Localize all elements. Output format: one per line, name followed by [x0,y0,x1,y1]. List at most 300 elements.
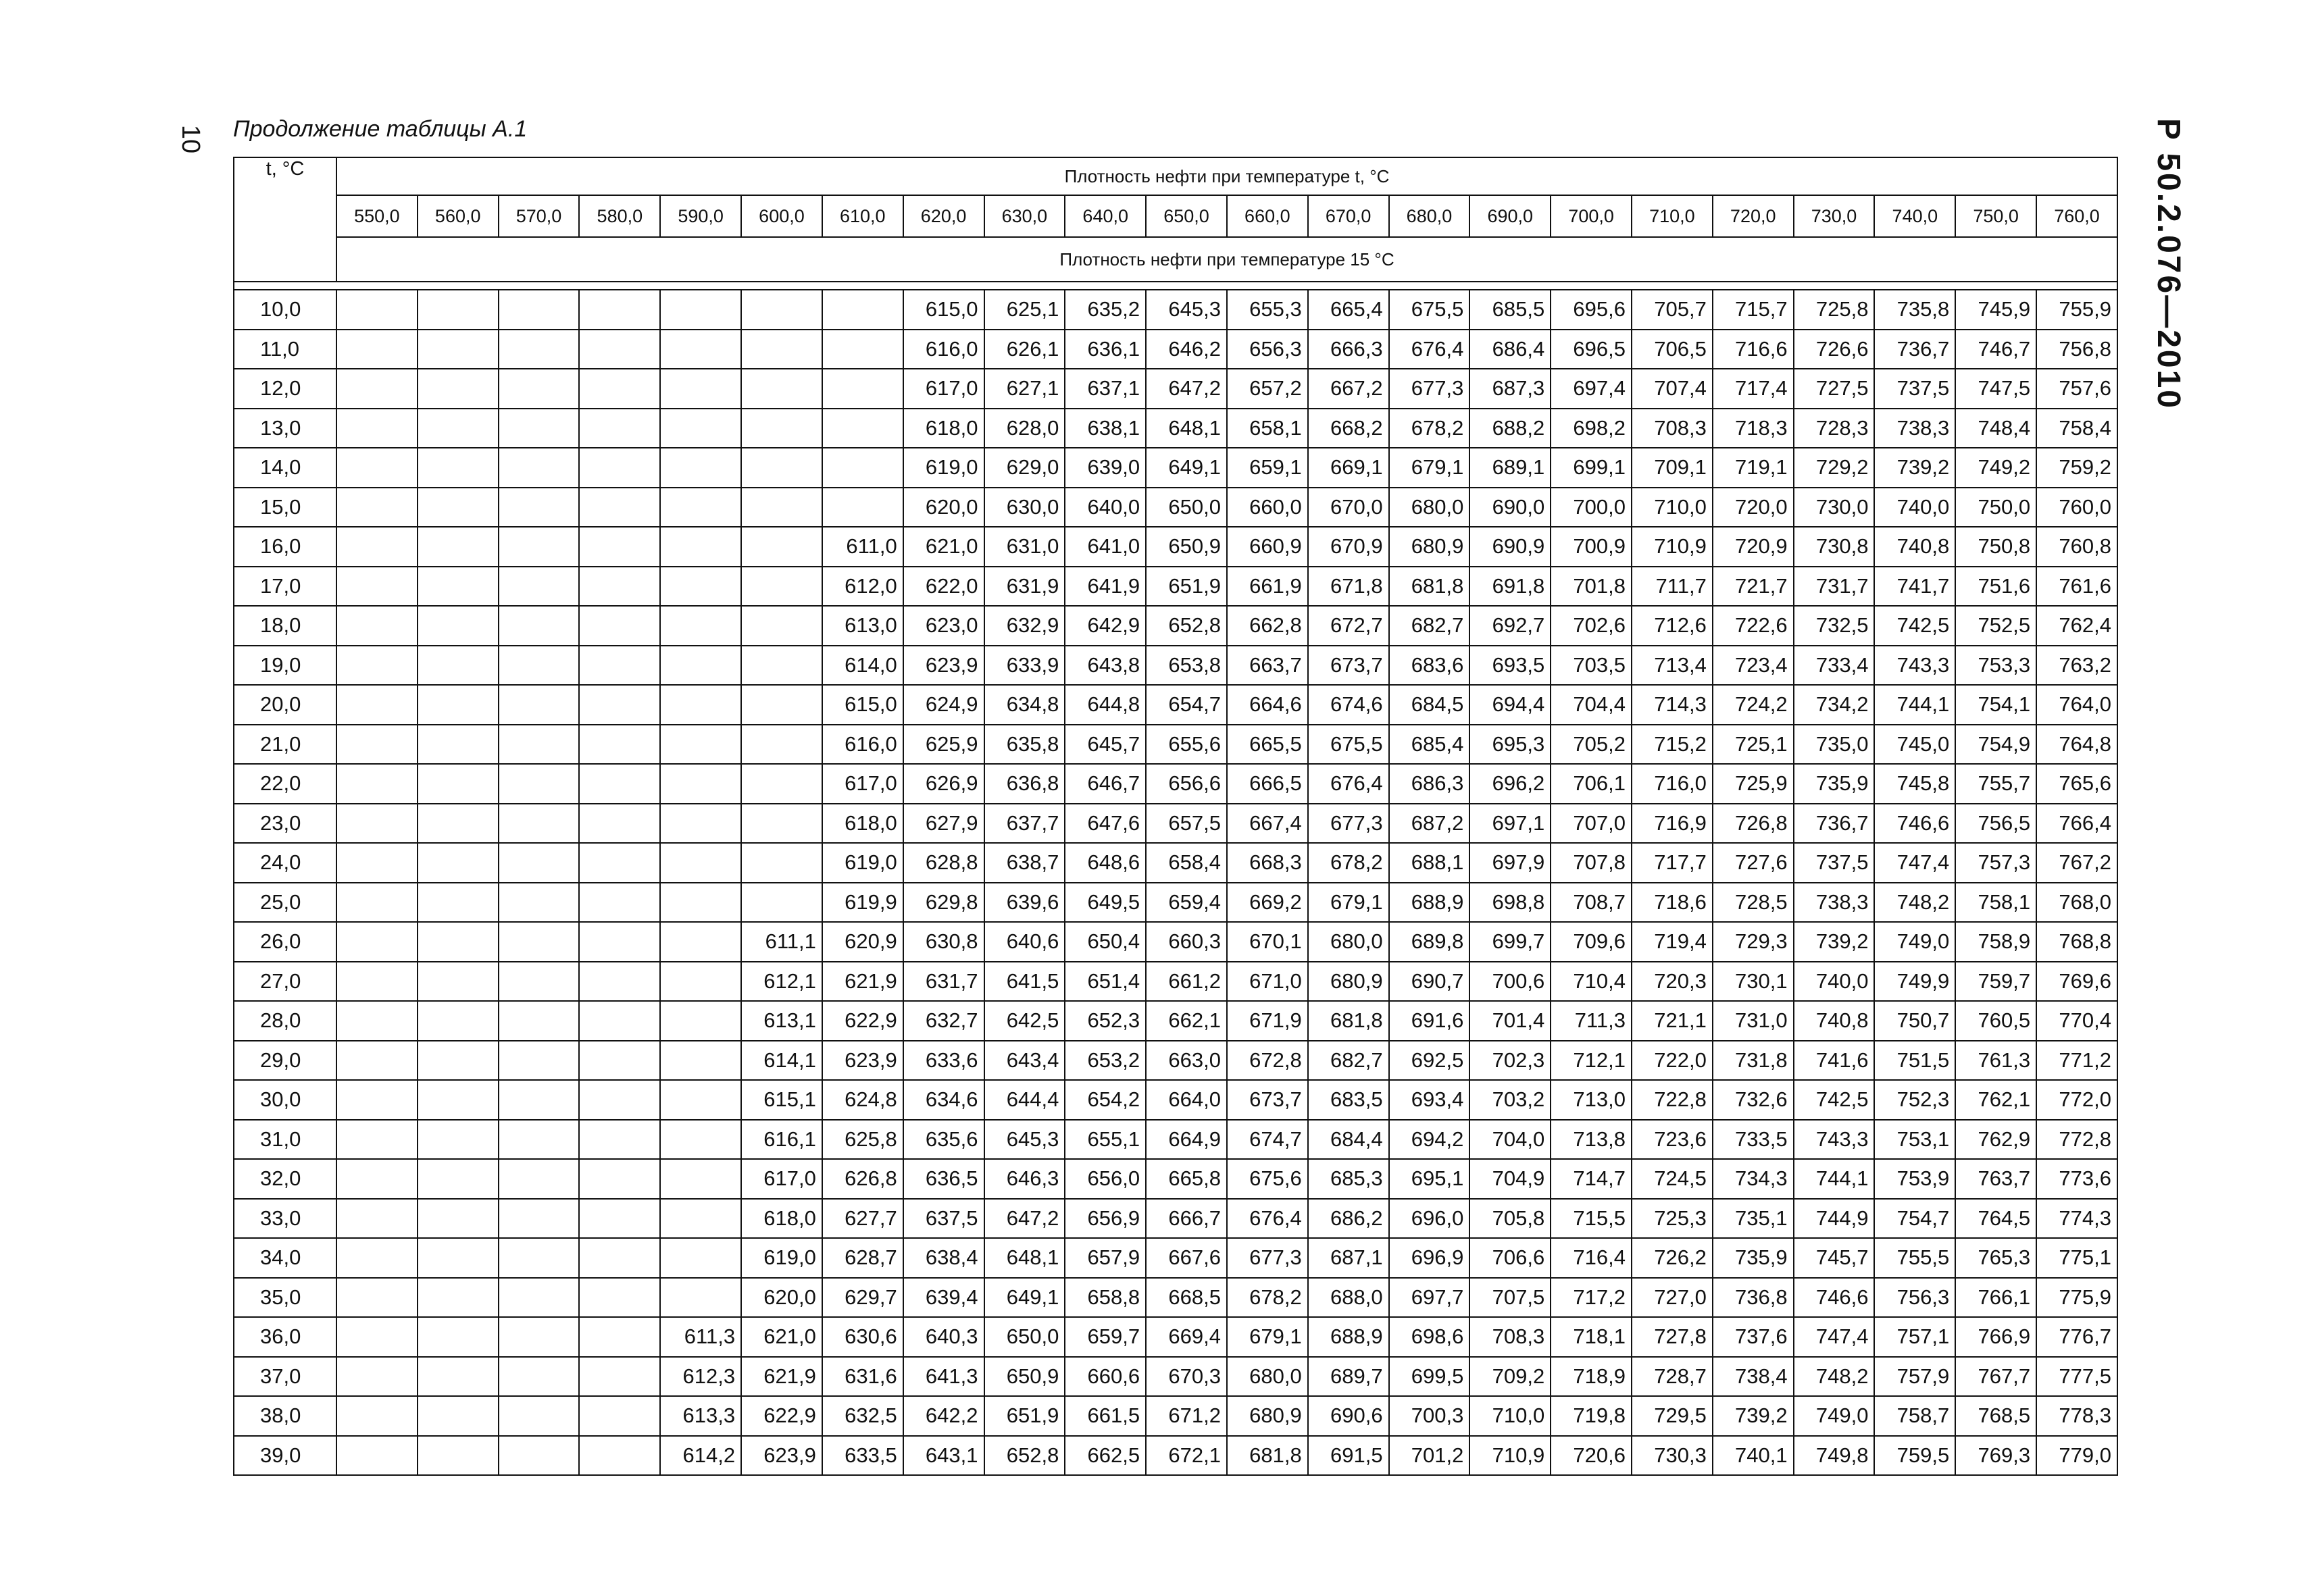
density-cell: 636,5 [903,1159,984,1199]
density-cell [336,1001,418,1041]
density-cell: 672,8 [1227,1041,1308,1081]
density-cell: 710,0 [1632,488,1713,527]
density-cell: 647,6 [1065,804,1146,844]
density-cell: 688,1 [1389,843,1470,883]
temperature-cell: 16,0 [234,527,336,567]
density-cell [741,883,822,923]
density-cell: 748,4 [1955,409,2036,448]
density-cell: 640,6 [984,922,1065,962]
density-cell: 648,6 [1065,843,1146,883]
table-row [234,1396,2117,1436]
density-cell: 768,0 [2036,883,2117,923]
density-cell [336,1278,418,1318]
density-cell: 680,0 [1389,488,1470,527]
density-cell: 635,6 [903,1120,984,1160]
density-cell: 749,9 [1874,962,1955,1002]
density-cell: 619,0 [903,448,984,488]
column-header: 570,0 [499,195,580,237]
density-cell: 714,7 [1551,1159,1632,1199]
density-cell: 692,7 [1469,606,1551,646]
density-cell: 701,2 [1389,1436,1470,1476]
density-cell: 720,6 [1551,1436,1632,1476]
density-cell [418,1436,499,1476]
density-cell [579,1080,660,1120]
density-cell: 733,5 [1713,1120,1794,1160]
density-cell: 619,9 [822,883,903,923]
column-header: 580,0 [579,195,660,237]
density-cell: 770,4 [2036,1001,2117,1041]
density-cell: 646,2 [1146,330,1227,369]
density-cell: 760,5 [1955,1001,2036,1041]
column-header: 750,0 [1955,195,2036,237]
density-cell: 626,8 [822,1159,903,1199]
density-cell [741,764,822,804]
density-cell: 747,5 [1955,369,2036,409]
density-cell: 686,2 [1308,1199,1389,1239]
density-cell: 717,4 [1713,369,1794,409]
density-cell: 749,0 [1874,922,1955,962]
t-column-header: t, °C [234,157,336,282]
density-cell: 666,7 [1146,1199,1227,1239]
density-cell: 662,8 [1227,606,1308,646]
column-header: 730,0 [1794,195,1875,237]
density-cell: 669,4 [1146,1317,1227,1357]
density-cell [499,1159,580,1199]
density-cell [660,448,741,488]
density-cell: 627,7 [822,1199,903,1239]
table-row [234,1357,2117,1397]
density-cell: 673,7 [1227,1080,1308,1120]
density-cell: 641,5 [984,962,1065,1002]
density-cell: 719,8 [1551,1396,1632,1436]
density-cell: 696,0 [1389,1199,1470,1239]
density-cell [418,369,499,409]
density-cell: 684,4 [1308,1120,1389,1160]
density-cell: 636,8 [984,764,1065,804]
density-cell: 756,3 [1874,1278,1955,1318]
density-cell [741,606,822,646]
density-cell: 668,2 [1308,409,1389,448]
density-cell: 657,9 [1065,1238,1146,1278]
density-cell: 630,8 [903,922,984,962]
density-cell: 665,4 [1308,290,1389,330]
density-cell: 613,0 [822,606,903,646]
density-cell: 612,0 [822,567,903,607]
density-cell: 631,0 [984,527,1065,567]
density-cell [579,1278,660,1318]
density-cell: 655,6 [1146,725,1227,765]
table-row [234,883,2117,923]
density-cell: 725,8 [1794,290,1875,330]
density-cell: 650,9 [1146,527,1227,567]
density-cell [741,567,822,607]
density-cell: 615,0 [903,290,984,330]
density-cell: 621,0 [741,1317,822,1357]
column-header: 700,0 [1551,195,1632,237]
density-cell [822,369,903,409]
density-cell [741,804,822,844]
density-cell [336,290,418,330]
density-cell: 690,9 [1469,527,1551,567]
density-cell: 738,3 [1794,883,1875,923]
density-cell: 710,0 [1469,1396,1551,1436]
density-cell: 723,4 [1713,646,1794,686]
density-cell: 650,4 [1065,922,1146,962]
density-cell [418,488,499,527]
density-cell: 650,9 [984,1357,1065,1397]
density-cell: 745,0 [1874,725,1955,765]
density-cell: 729,3 [1713,922,1794,962]
density-cell: 688,9 [1389,883,1470,923]
density-cell [336,685,418,725]
density-cell: 674,7 [1227,1120,1308,1160]
density-cell: 673,7 [1308,646,1389,686]
table-row [234,646,2117,686]
density-cell: 774,3 [2036,1199,2117,1239]
density-cell: 766,1 [1955,1278,2036,1318]
density-cell: 643,4 [984,1041,1065,1081]
density-cell [499,685,580,725]
density-cell: 612,3 [660,1357,741,1397]
density-cell: 697,1 [1469,804,1551,844]
density-cell: 614,2 [660,1436,741,1476]
density-cell: 688,0 [1308,1278,1389,1318]
density-cell: 639,0 [1065,448,1146,488]
density-cell: 693,5 [1469,646,1551,686]
density-cell: 656,6 [1146,764,1227,804]
density-cell: 744,1 [1874,685,1955,725]
density-cell: 670,3 [1146,1357,1227,1397]
density-cell: 632,5 [822,1396,903,1436]
temperature-cell: 30,0 [234,1080,336,1120]
density-cell: 627,9 [903,804,984,844]
density-cell: 652,8 [984,1436,1065,1476]
density-cell [418,646,499,686]
density-cell: 639,4 [903,1278,984,1318]
density-cell: 772,0 [2036,1080,2117,1120]
density-cell: 652,3 [1065,1001,1146,1041]
density-cell: 658,8 [1065,1278,1146,1318]
density-cell: 687,3 [1469,369,1551,409]
density-cell: 759,2 [2036,448,2117,488]
density-cell [660,488,741,527]
density-cell: 659,1 [1227,448,1308,488]
density-cell [418,1080,499,1120]
density-cell: 633,6 [903,1041,984,1081]
density-cell [660,409,741,448]
density-cell: 745,9 [1955,290,2036,330]
density-cell: 708,7 [1551,883,1632,923]
density-cell: 746,7 [1955,330,2036,369]
temperature-cell: 32,0 [234,1159,336,1199]
density-cell: 731,0 [1713,1001,1794,1041]
density-cell: 758,1 [1955,883,2036,923]
density-cell [336,764,418,804]
density-cell [336,527,418,567]
table-row [234,685,2117,725]
density-cell: 745,7 [1794,1238,1875,1278]
density-cell: 694,4 [1469,685,1551,725]
density-cell: 689,8 [1389,922,1470,962]
density-cell [741,369,822,409]
density-cell: 767,2 [2036,843,2117,883]
density-cell [579,685,660,725]
density-cell [336,804,418,844]
density-cell: 749,0 [1794,1396,1875,1436]
temperature-cell: 25,0 [234,883,336,923]
density-cell [741,685,822,725]
density-cell [579,290,660,330]
table-row [234,369,2117,409]
column-header: 650,0 [1146,195,1227,237]
density-cell [499,1041,580,1081]
column-header: 550,0 [336,195,418,237]
density-cell: 649,1 [1146,448,1227,488]
density-cell: 717,2 [1551,1278,1632,1318]
density-cell [660,527,741,567]
density-cell: 711,7 [1632,567,1713,607]
density-cell: 647,2 [984,1199,1065,1239]
density-cell: 701,8 [1551,567,1632,607]
density-cell: 629,7 [822,1278,903,1318]
density-cell [336,883,418,923]
density-cell: 653,8 [1146,646,1227,686]
density-cell: 638,7 [984,843,1065,883]
density-cell: 729,2 [1794,448,1875,488]
density-cell: 699,5 [1389,1357,1470,1397]
density-cell: 720,0 [1713,488,1794,527]
density-cell [499,764,580,804]
density-cell: 676,4 [1227,1199,1308,1239]
column-header: 620,0 [903,195,984,237]
density-cell [579,646,660,686]
density-cell: 748,2 [1874,883,1955,923]
table-row [234,1278,2117,1318]
density-cell: 627,1 [984,369,1065,409]
density-cell: 729,5 [1632,1396,1713,1436]
density-cell [499,1357,580,1397]
density-cell: 699,7 [1469,922,1551,962]
density-cell: 747,4 [1874,843,1955,883]
density-cell: 707,4 [1632,369,1713,409]
density-cell: 620,9 [822,922,903,962]
density-cell [660,646,741,686]
density-cell: 670,9 [1308,527,1389,567]
density-cell: 742,5 [1794,1080,1875,1120]
density-cell [418,1120,499,1160]
density-cell: 671,8 [1308,567,1389,607]
density-cell: 775,1 [2036,1238,2117,1278]
density-cell: 722,8 [1632,1080,1713,1120]
density-cell: 659,4 [1146,883,1227,923]
density-cell: 739,2 [1874,448,1955,488]
density-cell: 718,9 [1551,1357,1632,1397]
density-cell: 612,1 [741,962,822,1002]
density-cell [579,369,660,409]
density-cell: 669,2 [1227,883,1308,923]
density-cell: 748,2 [1794,1357,1875,1397]
density-cell [418,1396,499,1436]
density-cell: 649,5 [1065,883,1146,923]
density-cell: 757,3 [1955,843,2036,883]
density-cell: 703,2 [1469,1080,1551,1120]
density-cell: 754,9 [1955,725,2036,765]
density-cell: 697,4 [1551,369,1632,409]
table-row [234,409,2117,448]
density-cell [336,646,418,686]
density-cell: 755,7 [1955,764,2036,804]
density-cell: 707,8 [1551,843,1632,883]
density-cell: 715,5 [1551,1199,1632,1239]
density-cell: 678,2 [1308,843,1389,883]
density-cell [579,1001,660,1041]
density-cell: 737,5 [1794,843,1875,883]
density-cell [660,962,741,1002]
density-cell: 687,2 [1389,804,1470,844]
density-cell: 687,1 [1308,1238,1389,1278]
density-cell: 716,0 [1632,764,1713,804]
density-cell: 632,7 [903,1001,984,1041]
density-cell: 776,7 [2036,1317,2117,1357]
density-cell [579,764,660,804]
density-cell: 746,6 [1794,1278,1875,1318]
temperature-cell: 24,0 [234,843,336,883]
density-cell [660,290,741,330]
density-cell [579,1199,660,1239]
density-cell: 614,0 [822,646,903,686]
density-cell [418,685,499,725]
density-cell: 719,4 [1632,922,1713,962]
density-cell: 704,4 [1551,685,1632,725]
density-cell: 772,8 [2036,1120,2117,1160]
density-cell: 709,2 [1469,1357,1551,1397]
density-cell: 720,9 [1713,527,1794,567]
density-cell: 705,2 [1551,725,1632,765]
density-cell: 701,4 [1469,1001,1551,1041]
density-cell [499,646,580,686]
density-cell: 730,3 [1632,1436,1713,1476]
density-cell: 733,4 [1794,646,1875,686]
table-row [234,606,2117,646]
density-cell: 728,7 [1632,1357,1713,1397]
density-cell [660,369,741,409]
table-row [234,1080,2117,1120]
density-cell: 725,3 [1632,1199,1713,1239]
density-cell: 631,6 [822,1357,903,1397]
temperature-cell: 12,0 [234,369,336,409]
density-cell: 735,8 [1874,290,1955,330]
density-cell [499,725,580,765]
density-cell: 710,9 [1632,527,1713,567]
density-cell: 698,2 [1551,409,1632,448]
density-cell: 618,0 [822,804,903,844]
density-cell: 696,9 [1389,1238,1470,1278]
density-cell [336,1199,418,1239]
density-cell [499,1120,580,1160]
density-cell [579,883,660,923]
table-row [234,1199,2117,1239]
density-cell [579,1357,660,1397]
table-row [234,843,2117,883]
density-cell: 721,7 [1713,567,1794,607]
density-cell: 623,9 [903,646,984,686]
density-cell [418,883,499,923]
density-cell: 773,6 [2036,1159,2117,1199]
temperature-cell: 38,0 [234,1396,336,1436]
temperature-cell: 11,0 [234,330,336,369]
density-cell: 754,1 [1955,685,2036,725]
density-cell: 713,8 [1551,1120,1632,1160]
density-cell: 678,2 [1227,1278,1308,1318]
density-cell [499,1199,580,1239]
density-cell: 676,4 [1389,330,1470,369]
density-cell: 667,6 [1146,1238,1227,1278]
density-cell [499,330,580,369]
density-cell: 712,6 [1632,606,1713,646]
density-cell [579,606,660,646]
density-cell: 753,9 [1874,1159,1955,1199]
density-cell: 668,3 [1227,843,1308,883]
density-cell: 730,0 [1794,488,1875,527]
density-cell [336,922,418,962]
density-cell: 624,8 [822,1080,903,1120]
density-cell: 661,9 [1227,567,1308,607]
density-cell: 622,9 [822,1001,903,1041]
density-cell: 713,0 [1551,1080,1632,1120]
density-cell: 695,1 [1389,1159,1470,1199]
density-cell: 688,9 [1308,1317,1389,1357]
density-cell: 685,4 [1389,725,1470,765]
density-cell: 758,7 [1874,1396,1955,1436]
density-at-15-header: Плотность нефти при температуре 15 °C [336,237,2117,282]
density-cell: 654,7 [1146,685,1227,725]
density-cell: 681,8 [1308,1001,1389,1041]
column-header: 610,0 [822,195,903,237]
density-cell: 725,9 [1713,764,1794,804]
density-cell: 743,3 [1794,1120,1875,1160]
temperature-cell: 18,0 [234,606,336,646]
density-cell [336,843,418,883]
density-cell: 717,7 [1632,843,1713,883]
density-cell [579,527,660,567]
density-cell [418,843,499,883]
density-cell: 689,1 [1469,448,1551,488]
density-cell [418,1238,499,1278]
density-cell [418,409,499,448]
density-cell [660,606,741,646]
density-cell: 709,1 [1632,448,1713,488]
density-cell: 677,3 [1227,1238,1308,1278]
density-cell: 620,0 [741,1278,822,1318]
document-code-text: Р 50.2.076—2010 [2150,118,2186,410]
density-cell: 620,0 [903,488,984,527]
density-cell: 625,1 [984,290,1065,330]
density-cell: 710,4 [1551,962,1632,1002]
density-cell: 690,0 [1469,488,1551,527]
density-cell [336,725,418,765]
density-cell [336,330,418,369]
density-cell: 767,7 [1955,1357,2036,1397]
density-cell [579,725,660,765]
density-cell: 669,1 [1308,448,1389,488]
density-cell: 670,1 [1227,922,1308,962]
density-cell [418,1041,499,1081]
density-cell: 752,3 [1874,1080,1955,1120]
density-cell: 762,1 [1955,1080,2036,1120]
density-cell: 753,1 [1874,1120,1955,1160]
density-cell: 730,1 [1713,962,1794,1002]
density-cell [499,448,580,488]
